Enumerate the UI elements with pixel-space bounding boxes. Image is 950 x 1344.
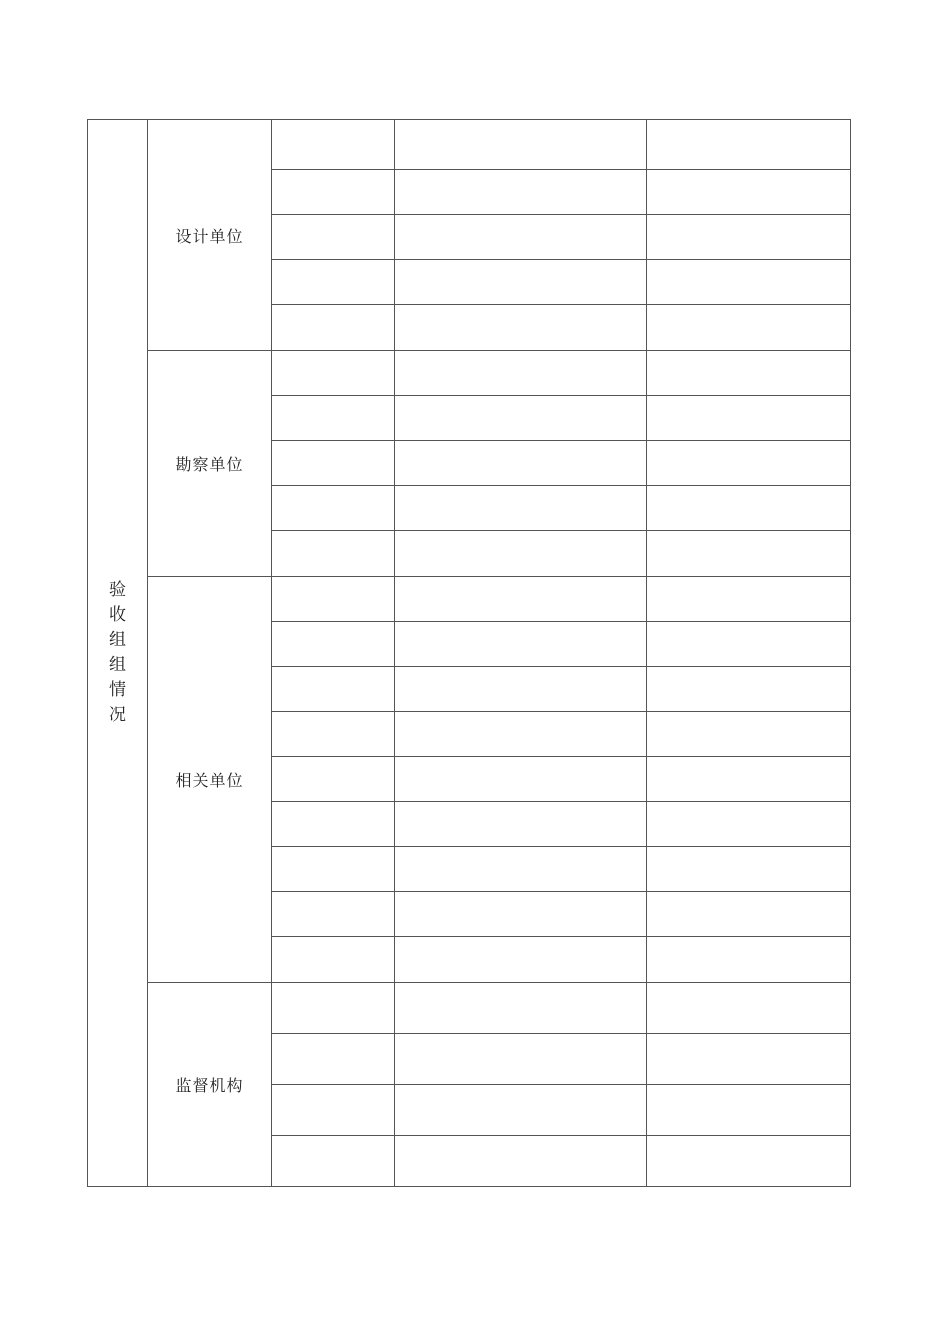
empty-cell[interactable] bbox=[272, 351, 395, 396]
group-design-unit-label: 设计单位 bbox=[148, 120, 272, 351]
empty-cell[interactable] bbox=[272, 622, 395, 667]
table-row bbox=[88, 351, 851, 396]
empty-cell[interactable] bbox=[395, 802, 647, 847]
empty-cell[interactable] bbox=[272, 486, 395, 531]
empty-cell[interactable] bbox=[647, 1034, 851, 1085]
empty-cell[interactable] bbox=[395, 622, 647, 667]
empty-cell[interactable] bbox=[395, 937, 647, 983]
empty-cell[interactable] bbox=[647, 120, 851, 170]
table-row bbox=[88, 983, 851, 1034]
empty-cell[interactable] bbox=[272, 712, 395, 757]
empty-cell[interactable] bbox=[647, 712, 851, 757]
empty-cell[interactable] bbox=[395, 1034, 647, 1085]
empty-cell[interactable] bbox=[272, 847, 395, 892]
empty-cell[interactable] bbox=[647, 892, 851, 937]
empty-cell[interactable] bbox=[647, 441, 851, 486]
empty-cell[interactable] bbox=[647, 486, 851, 531]
empty-cell[interactable] bbox=[272, 531, 395, 577]
empty-cell[interactable] bbox=[647, 847, 851, 892]
group-survey-unit-label: 勘察单位 bbox=[148, 351, 272, 577]
empty-cell[interactable] bbox=[395, 260, 647, 305]
empty-cell[interactable] bbox=[272, 305, 395, 351]
empty-cell[interactable] bbox=[395, 170, 647, 215]
empty-cell[interactable] bbox=[272, 260, 395, 305]
empty-cell[interactable] bbox=[647, 983, 851, 1034]
empty-cell[interactable] bbox=[395, 667, 647, 712]
empty-cell[interactable] bbox=[647, 937, 851, 983]
empty-cell[interactable] bbox=[647, 396, 851, 441]
empty-cell[interactable] bbox=[395, 120, 647, 170]
empty-cell[interactable] bbox=[272, 170, 395, 215]
empty-cell[interactable] bbox=[272, 802, 395, 847]
empty-cell[interactable] bbox=[395, 1085, 647, 1136]
empty-cell[interactable] bbox=[395, 757, 647, 802]
empty-cell[interactable] bbox=[395, 486, 647, 531]
empty-cell[interactable] bbox=[272, 667, 395, 712]
empty-cell[interactable] bbox=[272, 983, 395, 1034]
empty-cell[interactable] bbox=[395, 892, 647, 937]
empty-cell[interactable] bbox=[272, 892, 395, 937]
empty-cell[interactable] bbox=[395, 847, 647, 892]
empty-cell[interactable] bbox=[272, 215, 395, 260]
empty-cell[interactable] bbox=[647, 1085, 851, 1136]
empty-cell[interactable] bbox=[647, 622, 851, 667]
empty-cell[interactable] bbox=[272, 396, 395, 441]
empty-cell[interactable] bbox=[395, 351, 647, 396]
empty-cell[interactable] bbox=[272, 120, 395, 170]
empty-cell[interactable] bbox=[395, 577, 647, 622]
empty-cell[interactable] bbox=[395, 305, 647, 351]
empty-cell[interactable] bbox=[395, 983, 647, 1034]
empty-cell[interactable] bbox=[647, 215, 851, 260]
empty-cell[interactable] bbox=[272, 577, 395, 622]
empty-cell[interactable] bbox=[647, 531, 851, 577]
acceptance-group-table bbox=[87, 119, 851, 1187]
empty-cell[interactable] bbox=[647, 1136, 851, 1187]
empty-cell[interactable] bbox=[647, 260, 851, 305]
empty-cell[interactable] bbox=[395, 215, 647, 260]
empty-cell[interactable] bbox=[647, 577, 851, 622]
empty-cell[interactable] bbox=[395, 531, 647, 577]
table-row bbox=[88, 577, 851, 622]
empty-cell[interactable] bbox=[395, 1136, 647, 1187]
section-title: 验收组组情况 bbox=[109, 580, 126, 725]
empty-cell[interactable] bbox=[272, 757, 395, 802]
group-related-unit-label: 相关单位 bbox=[148, 577, 272, 983]
group-supervision-label: 监督机构 bbox=[148, 983, 272, 1187]
empty-cell[interactable] bbox=[395, 712, 647, 757]
empty-cell[interactable] bbox=[647, 757, 851, 802]
empty-cell[interactable] bbox=[272, 937, 395, 983]
empty-cell[interactable] bbox=[395, 396, 647, 441]
empty-cell[interactable] bbox=[647, 170, 851, 215]
empty-cell[interactable] bbox=[647, 802, 851, 847]
empty-cell[interactable] bbox=[647, 305, 851, 351]
empty-cell[interactable] bbox=[272, 441, 395, 486]
empty-cell[interactable] bbox=[272, 1085, 395, 1136]
empty-cell[interactable] bbox=[395, 441, 647, 486]
empty-cell[interactable] bbox=[272, 1034, 395, 1085]
section-title-cell bbox=[88, 120, 148, 1187]
empty-cell[interactable] bbox=[272, 1136, 395, 1187]
empty-cell[interactable] bbox=[647, 667, 851, 712]
table-row bbox=[88, 120, 851, 170]
empty-cell[interactable] bbox=[647, 351, 851, 396]
